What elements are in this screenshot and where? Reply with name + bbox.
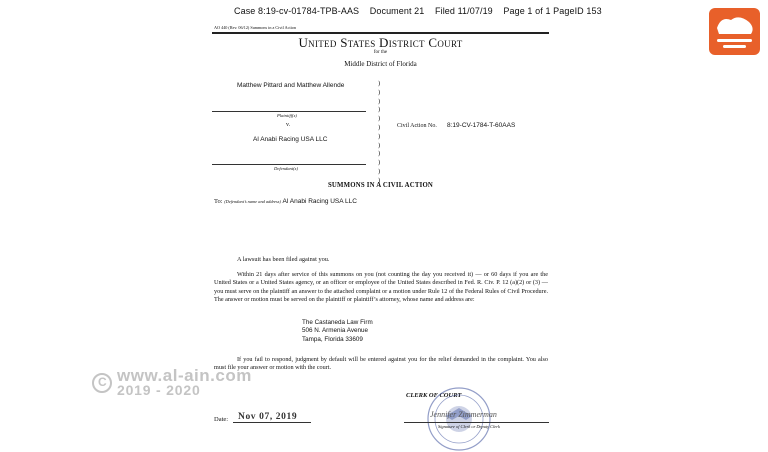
civil-action-number: 8:19-CV-1784-T-60AAS	[447, 122, 516, 129]
fail-paragraph: If you fail to respond, judgment by default will be entered against you for the relief demanded in the complaint. You also must file your answer or motion with the court.	[214, 356, 548, 372]
plaintiff-line	[212, 111, 366, 112]
within-paragraph: Within 21 days after service of this summons on you (not counting the day you received it) — or 60 days if you are the United States or a United States agency, or an officer or employee of the United States described in Fed. R. Civ. P. 12 (a)(2) or (3) — you must serve on the plaintiff an answer to the attached complaint or a motion under Rule 12 of the Federal Rules of Civil Procedure. The answer or motion must be served on the plaintiff or plaintiff’s attorney, whose name and address are:	[214, 271, 548, 304]
district-name: Middle District of Florida	[344, 60, 417, 68]
form-number: AO 440 (Rev. 06/12) Summons in a Civil Action	[214, 25, 296, 30]
date-label: Date:	[214, 416, 229, 423]
to-name: Al Anabi Racing USA LLC	[282, 198, 357, 205]
watermark-years: 2019 - 2020	[117, 382, 201, 398]
versus: v.	[286, 122, 291, 128]
top-rule	[212, 32, 549, 34]
summons-title: SUMMONS IN A CIVIL ACTION	[327, 182, 434, 189]
signature-line	[404, 422, 549, 423]
date-line	[233, 422, 311, 423]
lawsuit-sentence: A lawsuit has been filed against you.	[237, 256, 330, 263]
to-hint: (Defendant’s name and address)	[224, 199, 281, 204]
civil-action-label: Civil Action No.	[397, 123, 437, 129]
case-header	[234, 6, 610, 16]
court-name: United States District Court	[298, 35, 463, 50]
defendant-label: Defendant(s)	[274, 166, 298, 171]
caption-parentheses: ) ) ) ) ) ) ) ) ) ) ) )	[378, 80, 381, 184]
al-ain-logo	[709, 8, 760, 55]
defendant-name: Al Anabi Racing USA LLC	[253, 136, 328, 143]
case-number: Case 8:19-cv-01784-TPB-AAS	[234, 6, 360, 16]
to-label: To:	[214, 198, 223, 205]
attorney-address	[302, 319, 373, 344]
document-number: Document 21	[369, 6, 425, 16]
clerk-signature: Jennifer Zimmerman	[430, 410, 497, 419]
signature-label: Signature of Clerk or Deputy Clerk	[438, 424, 500, 429]
page-info: Page 1 of 1 PageID 153	[503, 6, 602, 16]
plaintiff-label: Plaintiff(s)	[277, 113, 297, 118]
address-line-3: Tampa, Florida 33609	[302, 335, 363, 343]
address-line-2: 506 N. Armenia Avenue	[302, 327, 369, 335]
defendant-line	[212, 164, 366, 165]
date-value: Nov 07, 2019	[238, 412, 298, 422]
watermark-url: www.al-ain.com	[117, 366, 252, 385]
address-line-1: The Castaneda Law Firm	[302, 319, 373, 326]
for-the: for the	[373, 50, 388, 55]
filed-date: Filed 11/07/19	[435, 6, 493, 16]
copyright-icon	[92, 373, 112, 393]
plaintiff-names: Matthew Pittard and Matthew Allende	[237, 82, 345, 89]
clerk-label: CLERK OF COURT	[406, 392, 462, 399]
to-line	[214, 198, 357, 205]
court-seal	[426, 386, 492, 452]
